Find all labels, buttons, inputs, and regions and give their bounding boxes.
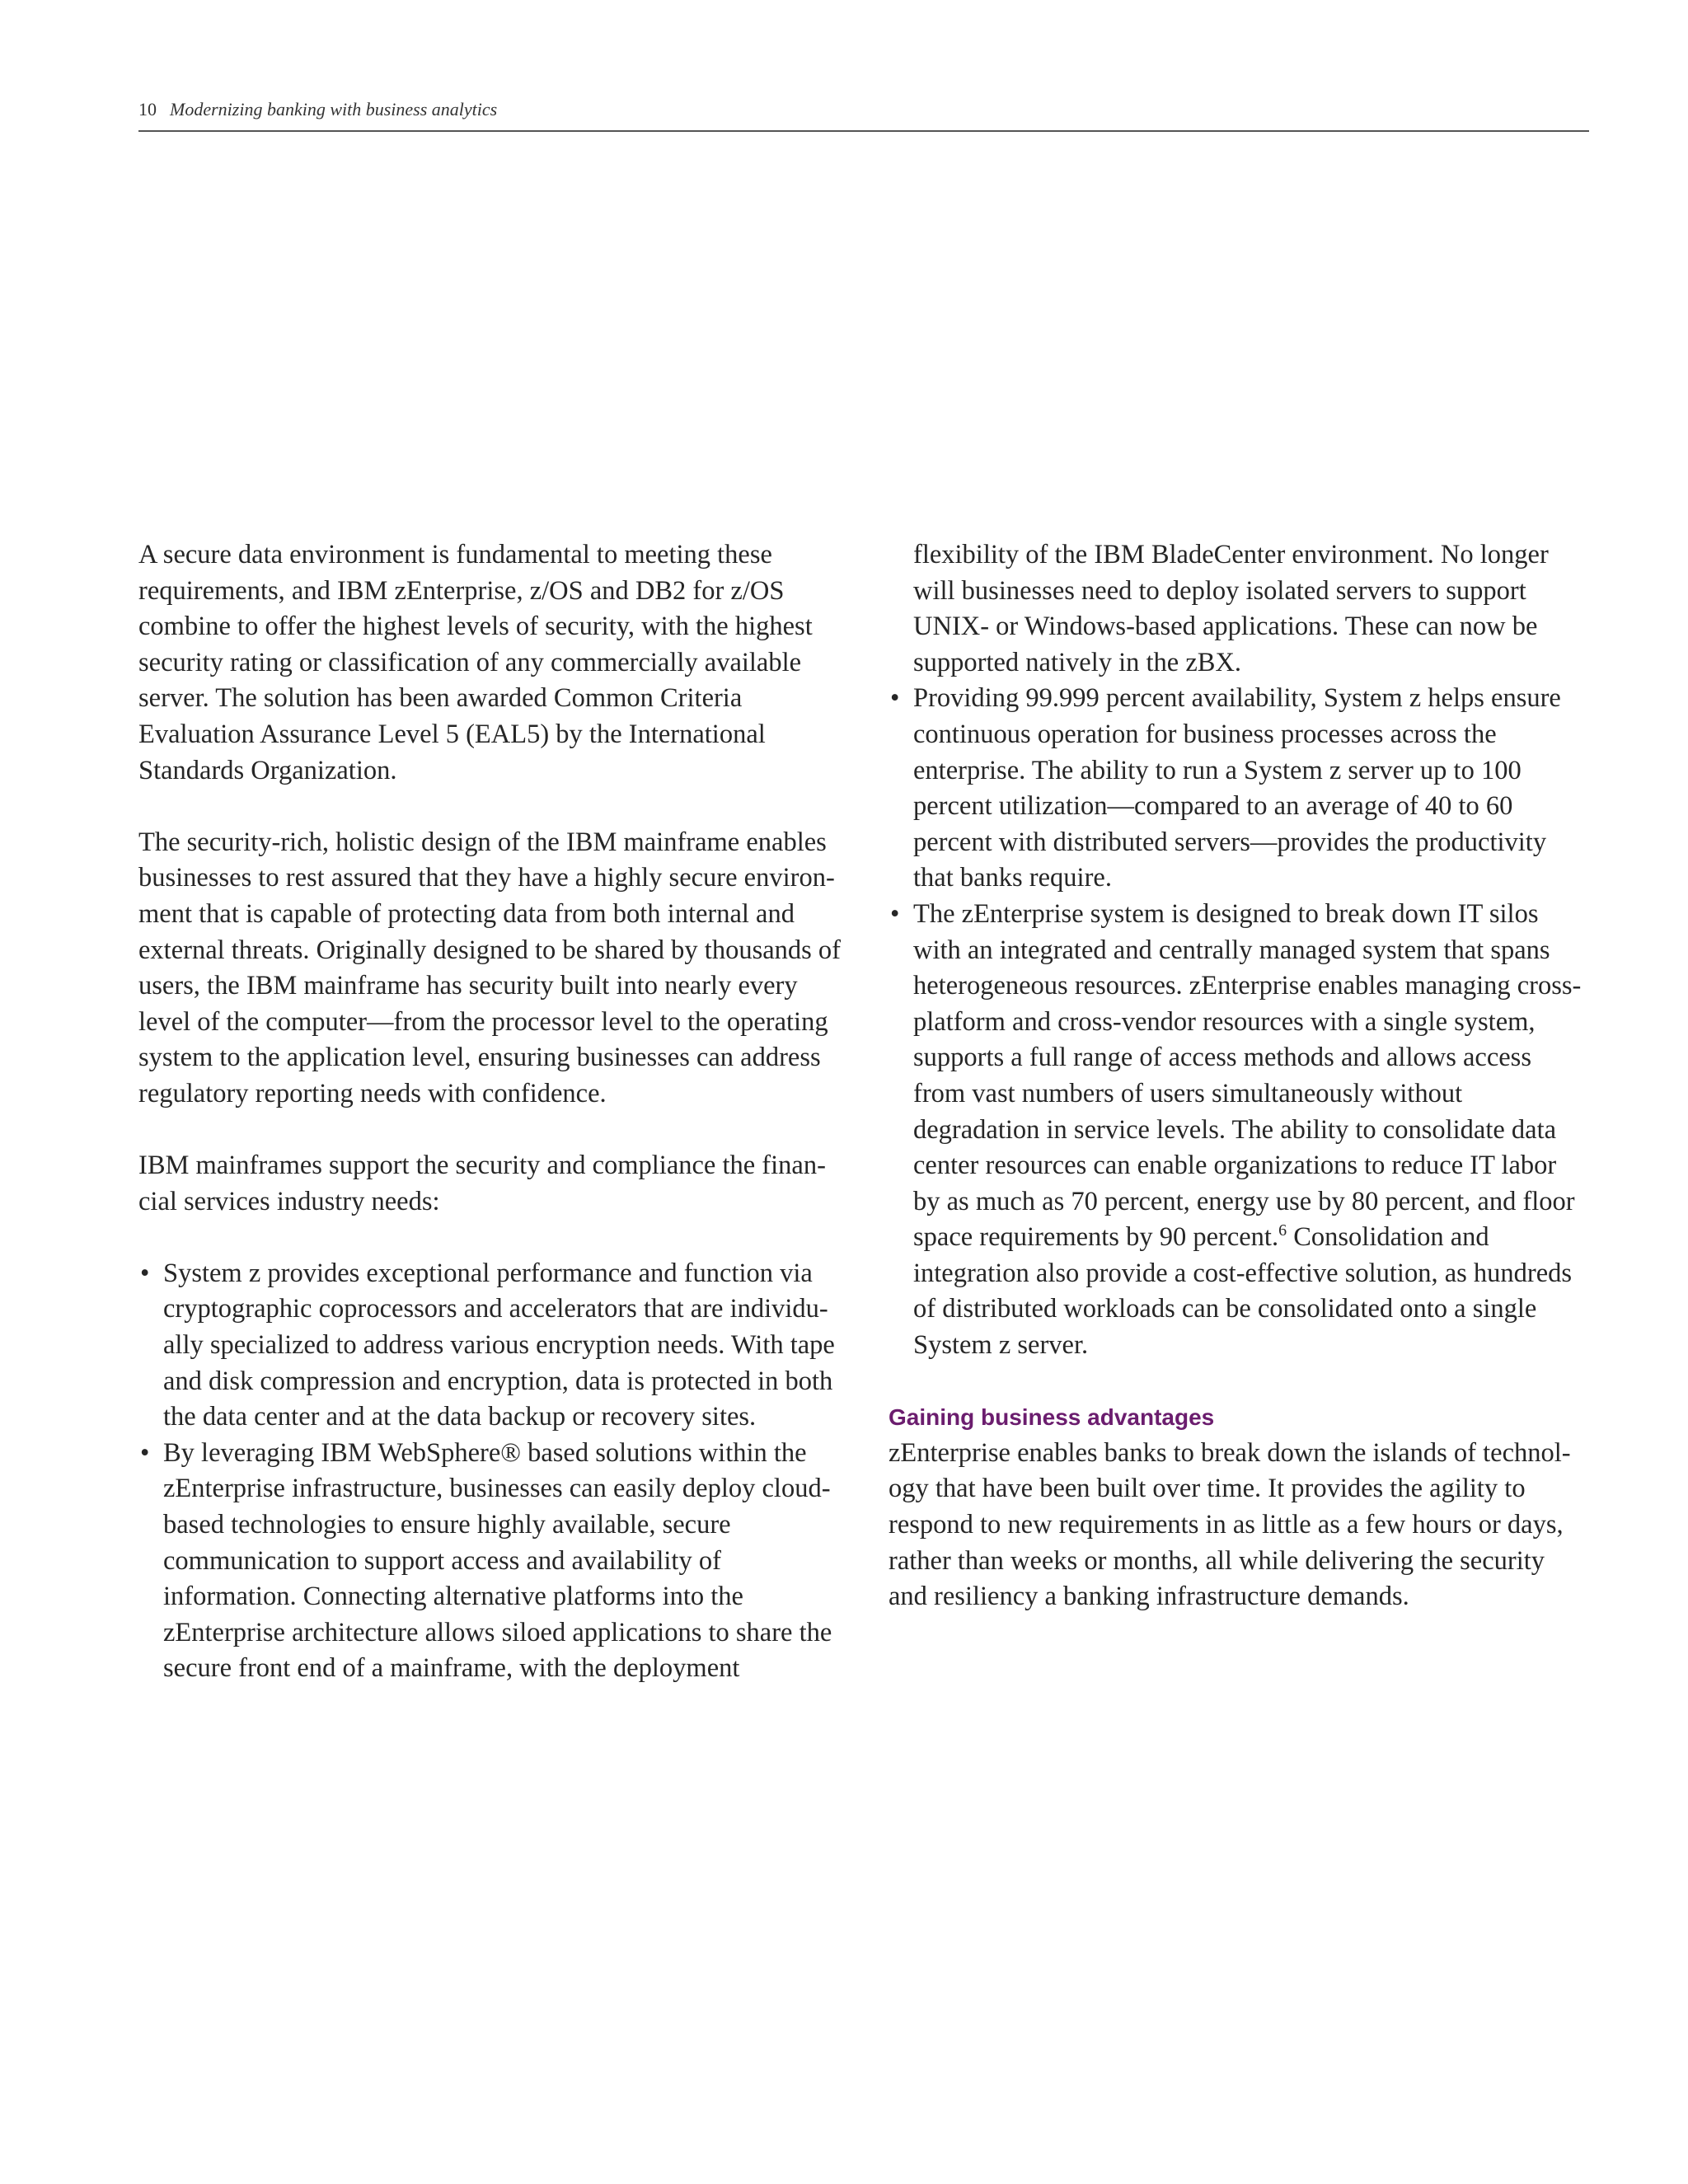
left-bullet-list [138, 1256, 841, 1687]
bullet-icon: • [890, 683, 900, 714]
security-design-paragraph: The security-rich, holistic design of the IBM mainframe enables businesses to rest assured that they have a highly secure environment that is capable of protecting data from both internal and external threats. Originally designed to be shared by thousands of users, the IBM mainframe has security built into nearly every level of the computer—from the processor level to the operating system to the application level, ensuring businesses can address regulatory reporting needs with confidence. [138, 827, 841, 1108]
intro-paragraph: A secure data environment is fundamental to meeting these requirements, and IBM zEnterprise, z/OS and DB2 for z/OS combine to offer the highest levels of security, with the highest security rating or classification of any commercially available server. The solution has been awarded Common Criteria Evaluation Assurance Level 5 (EAL5) by the International Standards Organization. [138, 540, 813, 785]
bullet-text: Providing 99.999 percent availability, System z helps ensure continuous operation for business processes across the enterprise. The ability to run a System z server up to 100 percent utilization—compared to an average of 40 to 60 percent with distributed servers—provides the productivity that banks require. [913, 683, 1561, 893]
bullet-text: By leveraging IBM WebSphere® based solutions within the zEnterprise infrastructure, businesses can easily deploy cloud-based technologies to ensure highly available, secure communication to support access and availability of information. Connecting alternative platforms into the zEnterprise architecture allows siloed applications to share the secure front end of a mainframe, with the deployment [163, 1437, 832, 1684]
list-item [889, 897, 1589, 1364]
bullet-continuation: flexibility of the IBM BladeCenter environment. No longer will businesses need to deploy isolated servers to support UNIX- or Windows-based applications. These can now be supported natively in the zBX. [913, 540, 1549, 677]
list-item [138, 1436, 841, 1687]
list-item [889, 681, 1589, 897]
bullet-icon: • [140, 1258, 150, 1288]
bullet-text: System z provides exceptional performance and function via cryptographic coprocessors and accelerators that are individually specialized to address various encryption needs. With tape and disk compression and encryption, data is protected in both the data center and at the data backup or recovery sites. [163, 1258, 835, 1432]
running-header-title: Modernizing banking with business analytics [170, 99, 498, 120]
running-header [138, 92, 1589, 132]
bullet-icon: • [890, 898, 900, 929]
bullet-text-tail: Consolidation and integration also provide a cost-effective solution, as hundreds of distributed workloads can be consolidated onto a single System z server. [913, 1222, 1573, 1361]
footnote-reference: 6 [1278, 1221, 1287, 1240]
compliance-lead-paragraph: IBM mainframes support the security and compliance the financial services industry needs: [138, 1151, 826, 1216]
left-column [138, 537, 841, 1687]
closing-paragraph: zEnterprise enables banks to break down the islands of technology that have been built over time. It provides the agility to respond to new requirements in as little as a few hours or days, rather than weeks or months, all while delivering the security and resiliency a banking infrastructure demands. [889, 1437, 1571, 1612]
list-item [138, 1256, 841, 1436]
page-number: 10 [138, 99, 157, 120]
right-column [889, 537, 1589, 1615]
bullet-icon: • [140, 1437, 150, 1468]
right-bullet-list [889, 681, 1589, 1363]
section-subheading: Gaining business advantages [889, 1404, 1215, 1431]
bullet-text: The zEnterprise system is designed to break down IT silos with an integrated and centrally managed system that spans heterogeneous resources. zEnterprise enables managing cross-platform and cross-vendor resources with a single system, supports a full range of access methods and allows access from vast numbers of users simultaneously without degradation in service levels. The ability to consolidate data center resources can enable organizations to reduce IT labor by as much as 70 percent, energy use by 80 percent, and floor space requirements by 90 percent. [913, 898, 1582, 1253]
